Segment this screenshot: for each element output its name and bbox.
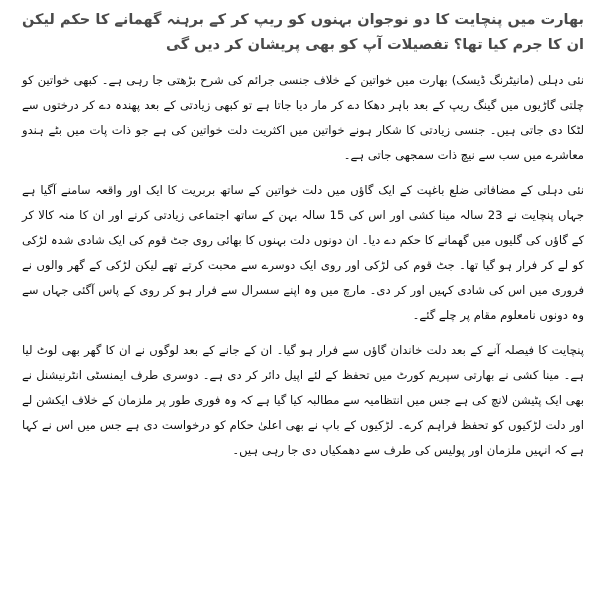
article-paragraph-2: نئی دہلی کے مضافاتی ضلع باغپت کے ایک گاؤں میں دلت خواتین کے ساتھ بربریت کا ایک اور واقعہ سامنے آگیا ہے جہاں پنچایت نے 23 سالہ مینا کشی اور اس کی 15 سالہ بہن کے ساتھ اجتماعی زیادتی کرنے اور ان کا منہ کالا کر کے گاؤں کی گلیوں میں گھمانے کا حکم دے دیا۔ ان دونوں دلت بہنوں کا بھائی روی جٹ قوم کی ایک شادی شدہ لڑکی کو لے کر فرار ہو گیا تھا۔ جٹ قوم کی لڑکی اور روی ایک دوسرے سے محبت کرتے تھے لیکن لڑکی کے گھر والوں نے فروری میں اس کی شادی کہیں اور کر دی۔ مارچ میں وہ اپنے سسرال سے فرار ہو کر روی کے پاس آگئی جہاں سے وہ دونوں نامعلوم مقام پر چلے گئے۔	[22, 183, 584, 322]
article-paragraph-1: نئی دہلی (مانیٹرنگ ڈیسک) بھارت میں خواتین کے خلاف جنسی جرائم کی شرح بڑھتی جا رہی ہے۔ کبھی خواتین کو چلتی گاڑیوں میں گینگ ریپ کے بعد باہر دھکا دے کر مار دیا جاتا ہے تو کبھی زیادتی کے بعد پھندہ دے کر درختوں سے لٹکا دی جاتی ہیں۔ جنسی زیادتی کا شکار ہونے خواتین میں اکثریت دلت خواتین کی ہے جو ذات پات میں بٹے ہندو معاشرے میں سب سے نیچ ذات سمجھی جاتی ہے۔	[22, 73, 584, 162]
article-paragraph-3: پنچایت کا فیصلہ آنے کے بعد دلت خاندان گاؤں سے فرار ہو گیا۔ ان کے جانے کے بعد لوگوں نے ان کا گھر بھی لوٹ لیا ہے۔ مینا کشی نے بھارتی سپریم کورٹ میں تحفظ کے لئے اپیل دائر کر دی ہے۔ دوسری طرف ایمنسٹی انٹرنیشنل نے بھی ایک پٹیشن لانچ کی ہے جس میں انتظامیہ سے مطالبہ کیا گیا ہے کہ وہ فوری طور پر ملزمان کے خلاف ایکشن لے اور دلت لڑکیوں کو تحفظ فراہم کرے۔ لڑکیوں کے باپ نے بھی اعلیٰ حکام کو درخواست دی ہے جس میں اس نے کہا ہے کہ انہیں ملزمان اور پولیس کی طرف سے دھمکیاں دی جا رہی ہیں۔	[22, 343, 584, 457]
article-headline: بھارت میں پنچایت کا دو نوجوان بہنوں کو ریپ کر کے برہنہ گھمانے کا حکم لیکن ان کا جرم کیا تھا؟ تفصیلات آپ کو بھی پریشان کر دیں گی	[22, 12, 584, 53]
